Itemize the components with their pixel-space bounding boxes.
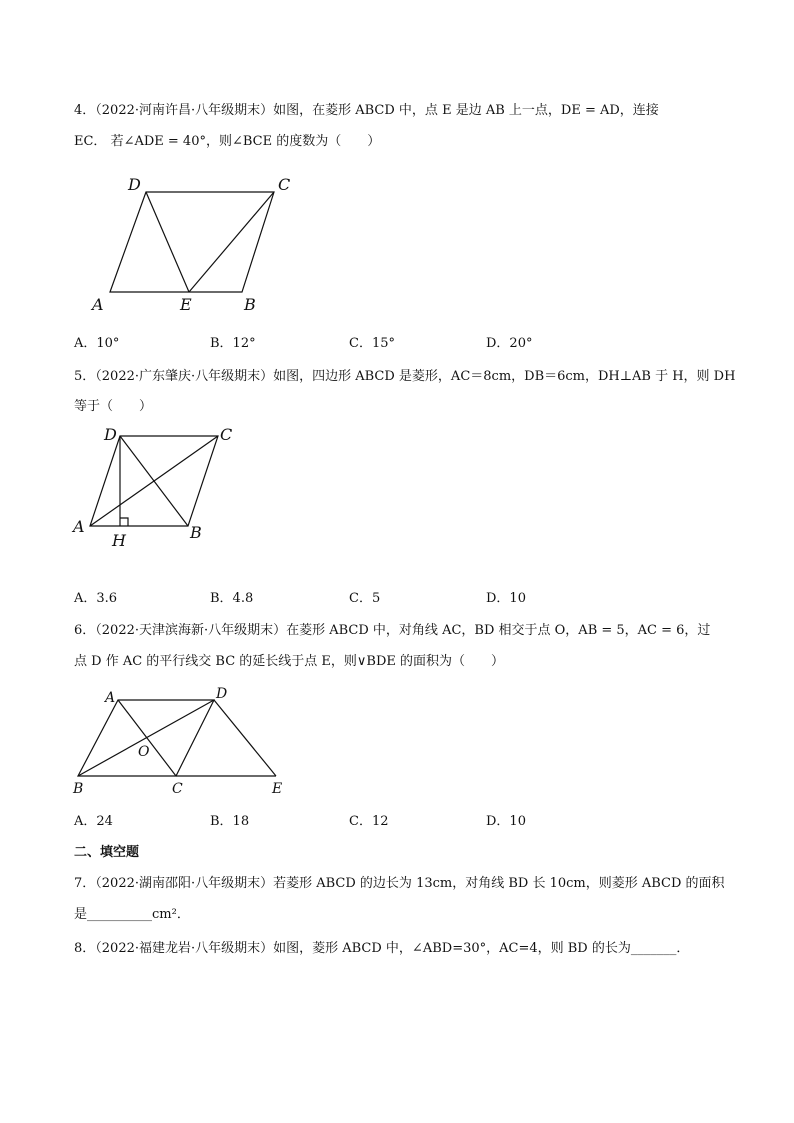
- q5-label-b: B: [190, 523, 202, 542]
- q7-line-1: 7．（2022·湖南邵阳·八年级期末）若菱形 ABCD 的边长为 13cm，对角线 BD 长 10cm，则菱形 ABCD 的面积: [74, 876, 725, 891]
- q4-label-a: A: [92, 295, 104, 314]
- q4-option-b[interactable]: B．12°: [210, 336, 256, 351]
- q6-option-b[interactable]: B．18: [210, 814, 250, 829]
- q5-option-b[interactable]: B．4.8: [210, 591, 254, 606]
- q8-line: 8．（2022·福建龙岩·八年级期末）如图，菱形 ABCD 中，∠ABD=30°，AC=4，则 BD 的长为_______．: [74, 941, 690, 956]
- q4-option-c[interactable]: C．15°: [349, 336, 395, 351]
- q6-label-o: O: [138, 744, 150, 760]
- q5-label-c: C: [220, 425, 233, 444]
- q5-line-2: 等于（ ）: [74, 399, 153, 414]
- q5-line-1: 5．（2022·广东肇庆·八年级期末）如图，四边形 ABCD 是菱形，AC＝8cm，DB＝6cm，DH⊥AB 于 H，则 DH: [74, 369, 736, 384]
- q4-rhombus-figure: [88, 172, 308, 317]
- q5-label-a: A: [73, 517, 85, 536]
- q5-label-h: H: [112, 531, 126, 550]
- q6-label-d: D: [216, 686, 228, 702]
- q6-option-c[interactable]: C．12: [349, 814, 389, 829]
- q4-label-e: E: [180, 295, 192, 314]
- q6-option-a[interactable]: A．24: [74, 814, 113, 829]
- q5-rhombus-figure: [70, 424, 250, 552]
- q5-option-a[interactable]: A．3.6: [74, 591, 118, 606]
- q6-label-e: E: [272, 781, 283, 797]
- q6-line-2: 点 D 作 AC 的平行线交 BC 的延长线于点 E，则∨BDE 的面积为（ ）: [74, 654, 505, 669]
- q6-label-a: A: [105, 690, 116, 706]
- q4-option-d[interactable]: D．20°: [486, 336, 533, 351]
- q5-label-d: D: [104, 425, 117, 444]
- section-heading-fill-in: 二、填空题: [74, 845, 140, 860]
- q4-line-2: EC． 若∠ADE = 40°，则∠BCE 的度数为（ ）: [74, 134, 381, 149]
- q5-option-d[interactable]: D．10: [486, 591, 526, 606]
- q5-option-c[interactable]: C．5: [349, 591, 381, 606]
- q6-option-d[interactable]: D．10: [486, 814, 526, 829]
- q4-option-a[interactable]: A．10°: [74, 336, 120, 351]
- q6-label-c: C: [172, 781, 183, 797]
- q6-rhombus-figure: [68, 684, 298, 798]
- q4-line-1: 4．（2022·河南许昌·八年级期末）如图，在菱形 ABCD 中，点 E 是边 AB 上一点，DE = AD，连接: [74, 103, 659, 118]
- q4-label-c: C: [278, 175, 291, 194]
- q7-line-2: 是__________cm²．: [74, 907, 190, 922]
- q4-label-b: B: [244, 295, 256, 314]
- q6-line-1: 6．（2022·天津滨海新·八年级期末）在菱形 ABCD 中，对角线 AC，BD 相交于点 O，AB = 5，AC = 6，过: [74, 623, 711, 638]
- q4-label-d: D: [128, 175, 141, 194]
- q6-label-b: B: [73, 781, 84, 797]
